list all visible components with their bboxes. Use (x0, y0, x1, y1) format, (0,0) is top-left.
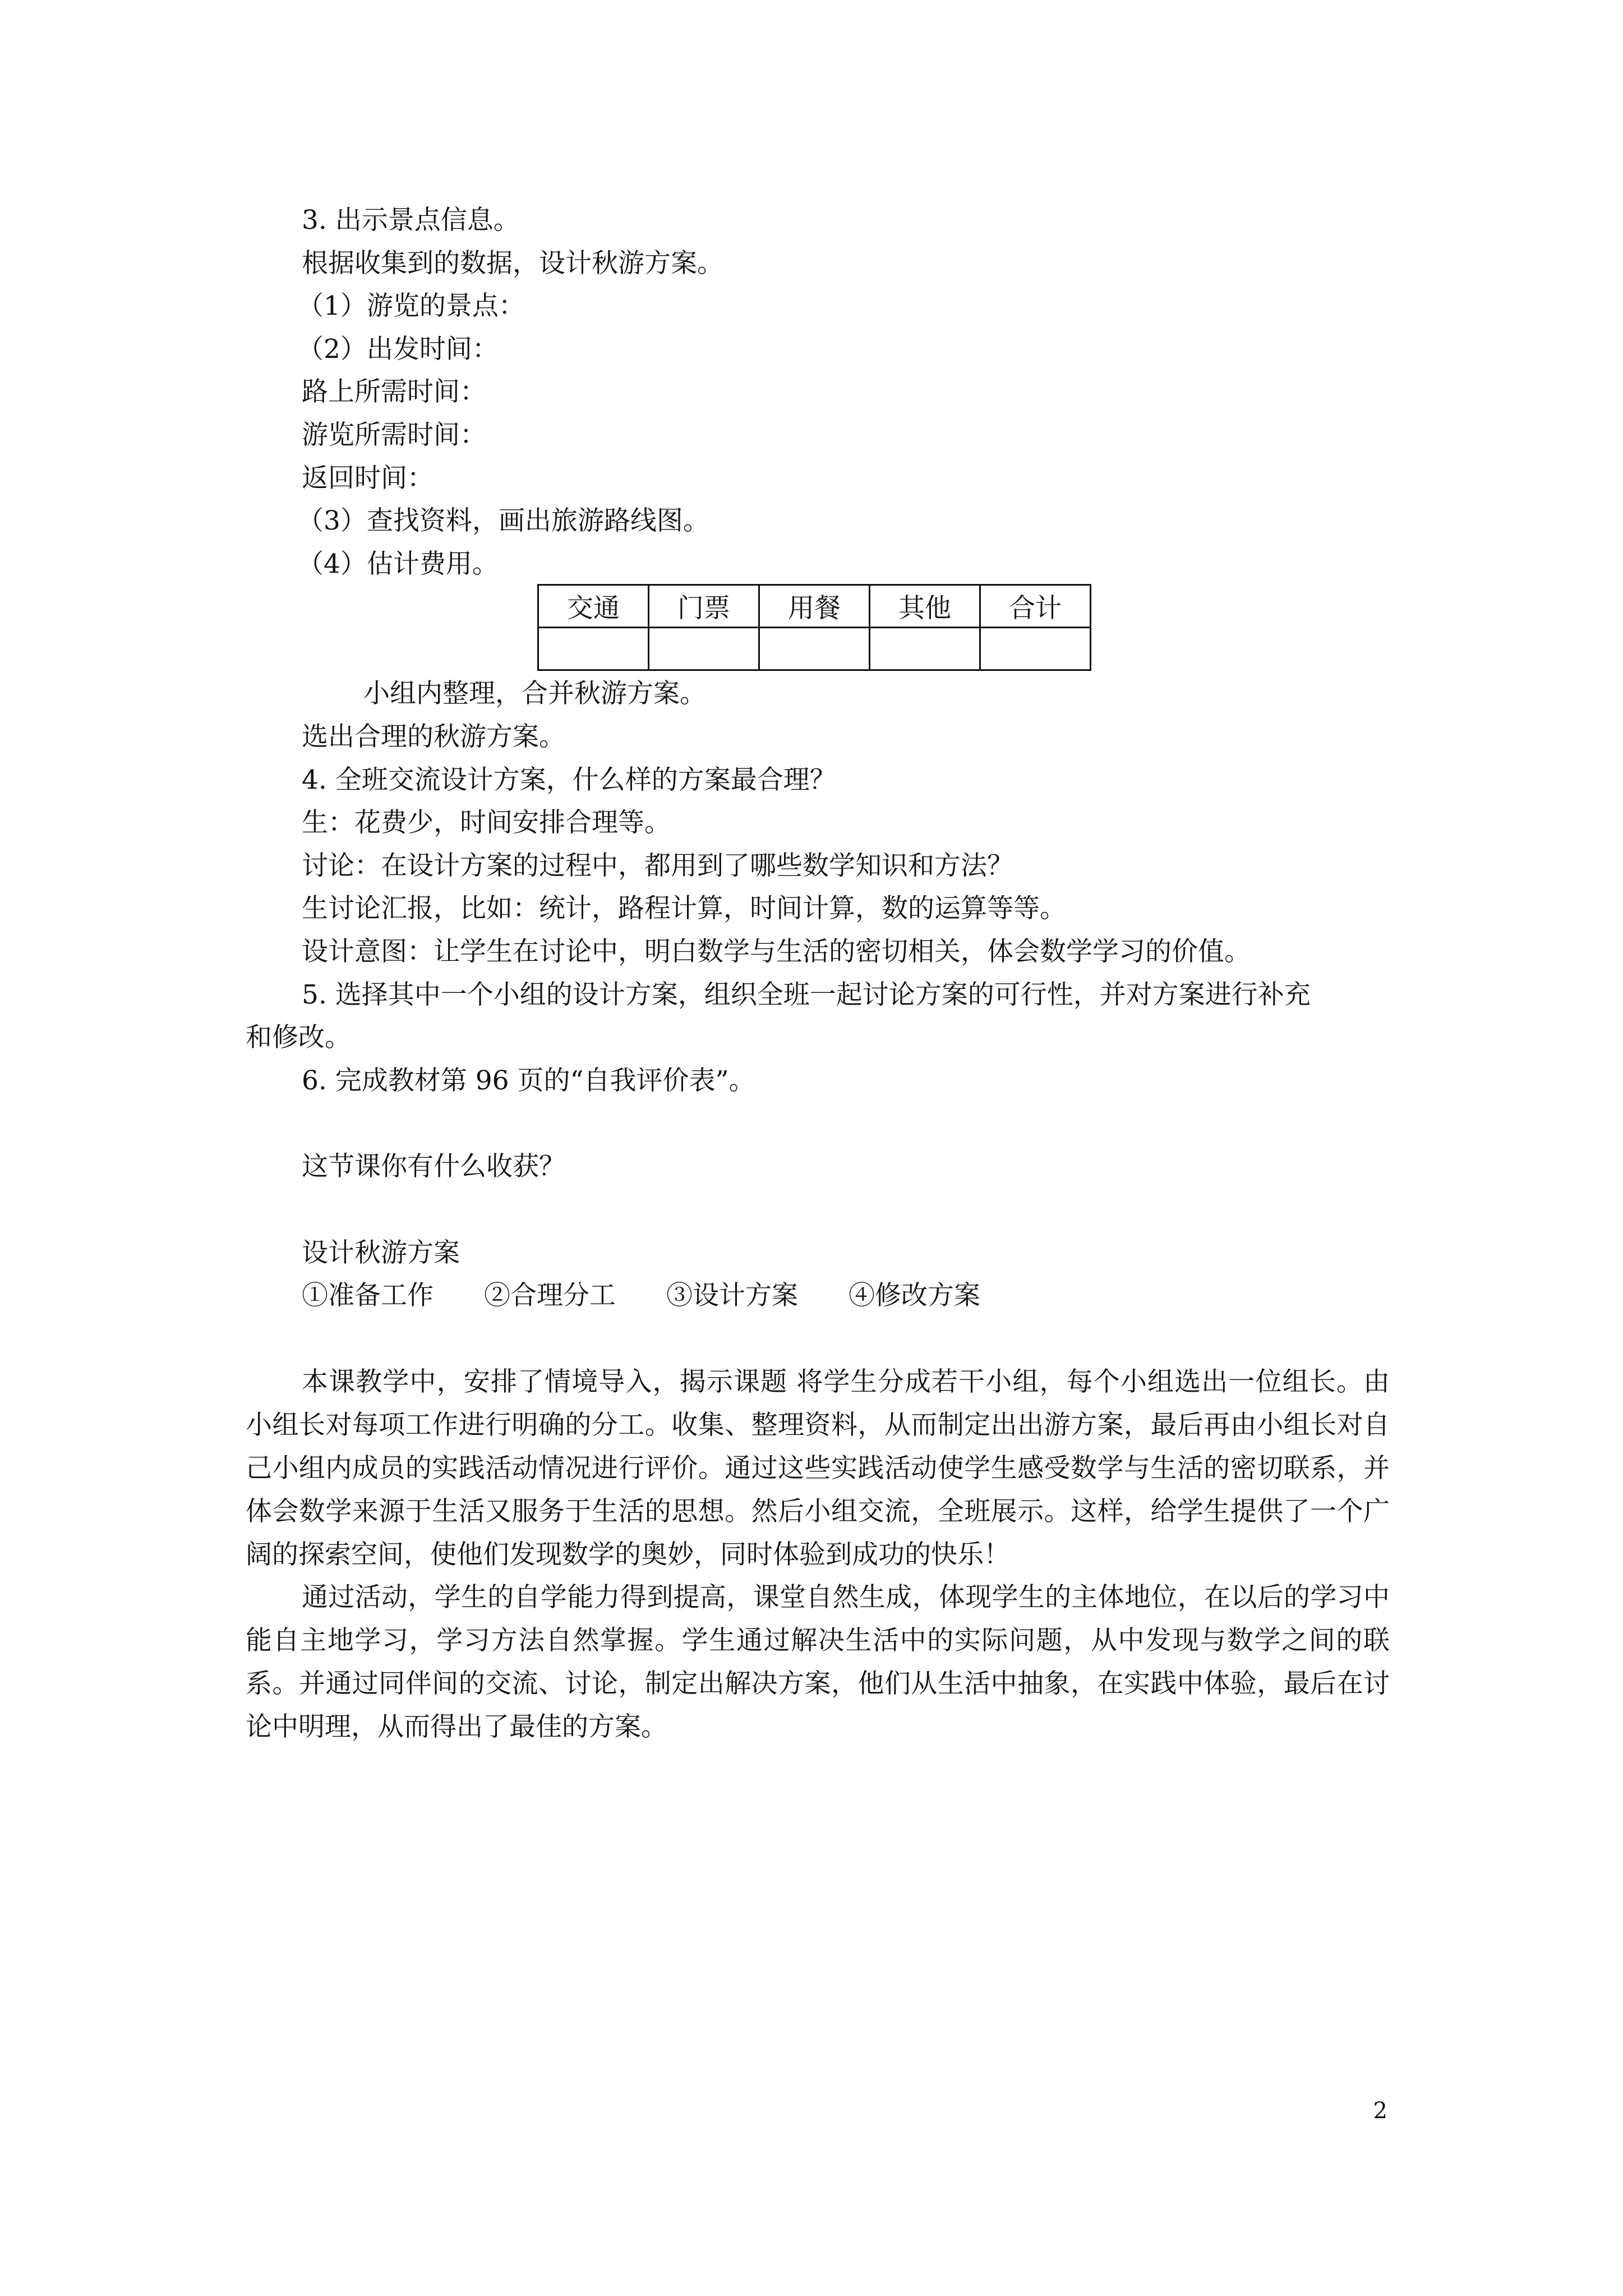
item-2-departure-time: （2）出发时间： (297, 334, 499, 365)
board-step-4: ④修改方案 (849, 1280, 980, 1311)
return-time-label: 返回时间： (302, 463, 434, 494)
board-step-1: ①准备工作 (302, 1280, 434, 1311)
cost-header-total: 合计 (980, 585, 1091, 628)
board-steps (302, 1278, 980, 1313)
reflection-paragraph-2: 通过活动，学生的自学能力得到提高，课堂自然生成，体现学生的主体地位，在以后的学习中能自主地学习，学习方法自然掌握。学生通过解决生活中的实际问题，从中发现与数学之间的联系。并通过同伴间的交流、讨论，制定出解决方案，他们从生活中抽象，在实践中体验，最后在讨论中明理，从而得出了最佳的方案。 (246, 1582, 1390, 1742)
cost-table-value-row (538, 628, 1091, 670)
board-title: 设计秋游方案 (302, 1237, 460, 1268)
item-3-route-map: （3）查找资料，画出旅游路线图。 (297, 505, 709, 536)
cost-header-transport: 交通 (538, 585, 649, 628)
discussion-question: 讨论：在设计方案的过程中，都用到了哪些数学知识和方法？ (302, 850, 1013, 881)
section4-heading: 4. 全班交流设计方案，什么样的方案最合理？ (302, 765, 836, 795)
student-answer: 生：花费少，时间安排合理等。 (302, 807, 671, 838)
design-intent: 设计意图：让学生在讨论中，明白数学与生活的密切相关，体会数学学习的价值。 (302, 936, 1251, 967)
page-number: 2 (1373, 2098, 1387, 2124)
merge-plan-text: 小组内整理，合并秋游方案。 (363, 678, 706, 709)
board-step-2: ②合理分工 (484, 1280, 616, 1311)
cost-cell-other (870, 628, 980, 670)
cost-cell-tickets (649, 628, 759, 670)
item-1-scenic-spots: （1）游览的景点： (297, 291, 525, 321)
section3-heading: 3. 出示景点信息。 (302, 205, 520, 236)
section5-line1: 5. 选择其中一个小组的设计方案，组织全班一起讨论方案的可行性，并对方案进行补充 (302, 979, 1311, 1010)
section5-line2: 和修改。 (246, 1022, 351, 1053)
road-time-label: 路上所需时间： (302, 376, 486, 407)
visit-time-label: 游览所需时间： (302, 420, 486, 450)
cost-table-header-row (538, 585, 1091, 628)
cost-cell-total (980, 628, 1091, 670)
section6-heading: 6. 完成教材第 96 页的“自我评价表”。 (302, 1065, 755, 1096)
item-4-estimate-cost: （4）估计费用。 (297, 549, 499, 579)
summary-question: 这节课你有什么收获？ (302, 1151, 565, 1182)
section3-intro: 根据收集到的数据，设计秋游方案。 (302, 248, 723, 279)
cost-cell-transport (538, 628, 649, 670)
discussion-report: 生讨论汇报，比如：统计，路程计算，时间计算，数的运算等等。 (302, 893, 1066, 924)
cost-cell-meals (759, 628, 870, 670)
cost-header-other: 其他 (870, 585, 980, 628)
cost-header-tickets: 门票 (649, 585, 759, 628)
board-step-3: ③设计方案 (666, 1280, 798, 1311)
cost-table (537, 584, 1091, 671)
reflection-paragraph-1: 本课教学中，安排了情境导入，揭示课题 将学生分成若干小组，每个小组选出一位组长。由小组长对每项工作进行明确的分工。收集、整理资料，从而制定出出游方案，最后再由小组长对自己小组内成员的实践活动情况进行评价。通过这些实践活动使学生感受数学与生活的密切联系，并体会数学来源于生活又服务于生活的思想。然后小组交流，全班展示。这样，给学生提供了一个广阔的探索空间，使他们发现数学的奥妙，同时体验到成功的快乐！ (246, 1366, 1390, 1570)
cost-header-meals: 用餐 (759, 585, 870, 628)
select-plan-text: 选出合理的秋游方案。 (302, 721, 565, 752)
